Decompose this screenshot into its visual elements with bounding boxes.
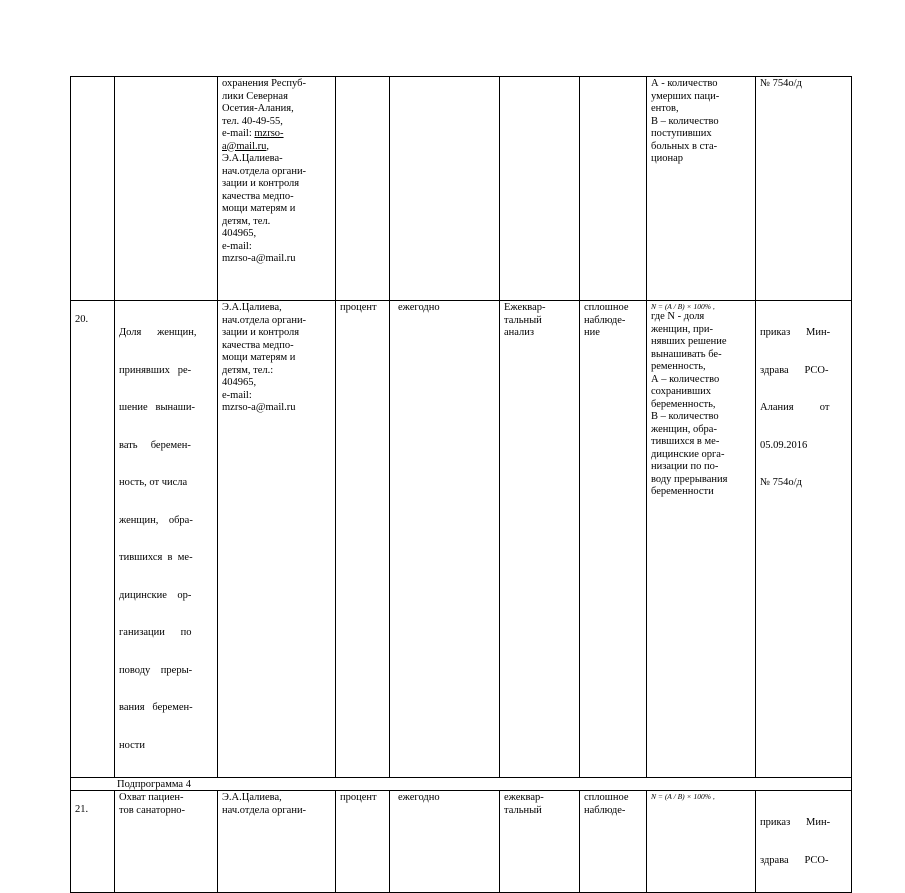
cell-indicator bbox=[115, 77, 218, 301]
table-row-20 bbox=[71, 301, 852, 778]
cell-order: приказ Мин- здрава РСО- Алания от 05.09.2016 № 754о/д bbox=[756, 301, 852, 778]
table-row-21 bbox=[71, 791, 852, 893]
cell-unit bbox=[336, 77, 390, 301]
cell-indicator: Охват пациен- тов санаторно- bbox=[115, 791, 218, 893]
row-number: 21. bbox=[71, 791, 115, 893]
email-link[interactable]: mzrso- bbox=[254, 128, 284, 139]
cell-method: сплошное наблюде- bbox=[580, 791, 647, 893]
formula: N = (A / B) × 100% , bbox=[651, 302, 715, 311]
cell-unit: процент bbox=[336, 301, 390, 778]
subprogram-row bbox=[71, 778, 852, 791]
cell-frequency: ежегодно bbox=[390, 301, 500, 778]
cell-source: Ежеквар- тальный анализ bbox=[500, 301, 580, 778]
cell-unit: процент bbox=[336, 791, 390, 893]
row-number: 20. bbox=[71, 301, 115, 778]
cell-formula: А - количество умерших паци- ентов, В – количество поступивших больных в ста- ционар bbox=[647, 77, 756, 301]
cell-method bbox=[580, 77, 647, 301]
cell-formula: N = (A / B) × 100% , где N - доля женщин, при- нявших решение вынашивать бе- ременность, А – количество сохранивших беременность, В – количество женщин, обра- тившихся в ме- дицинские орга- низации по по- воду прерывания беременности bbox=[647, 301, 756, 778]
cell-order: № 754о/д bbox=[756, 77, 852, 301]
cell-responsible: Э.А.Цалиева, нач.отдела органи- зации и контроля качества медпо- мощи матерям и детям, тел.: 404965, e-mail: mzrso-a@mail.ru bbox=[218, 301, 336, 778]
cell-method: сплошное наблюде- ние bbox=[580, 301, 647, 778]
cell-responsible: Э.А.Цалиева, нач.отдела органи- bbox=[218, 791, 336, 893]
cell-num bbox=[71, 77, 115, 301]
indicators-table bbox=[70, 76, 852, 893]
formula: N = (A / B) × 100% , bbox=[651, 792, 715, 801]
cell-order: приказ Мин- здрава РСО- bbox=[756, 791, 852, 893]
cell-source: ежеквар- тальный bbox=[500, 791, 580, 893]
email-link[interactable]: a@mail.ru bbox=[222, 140, 267, 152]
cell-formula bbox=[647, 791, 756, 893]
cell-responsible: охранения Респуб- лики Северная Осетия-Алания, тел. 40-49-55, e-mail: mzrso- a@mail.ru, Э.А.Цалиева- нач.отдела органи- зации и контроля качества медпо- мощи матерям и детям, тел. 404965, e-mail: mzrso-a@mail.ru bbox=[218, 77, 336, 301]
cell-source bbox=[500, 77, 580, 301]
cell-frequency: ежегодно bbox=[390, 791, 500, 893]
subprogram-title: Подпрограмма 4 bbox=[71, 778, 852, 791]
cell-indicator: Доля женщин, принявших ре- шение вынаши- вать беремен- ность, от числа женщин, обра- тившихся в ме- дицинские ор- ганизации по поводу преры- вания беремен- ности bbox=[115, 301, 218, 778]
cell-frequency bbox=[390, 77, 500, 301]
table-row-continuation bbox=[71, 77, 852, 301]
